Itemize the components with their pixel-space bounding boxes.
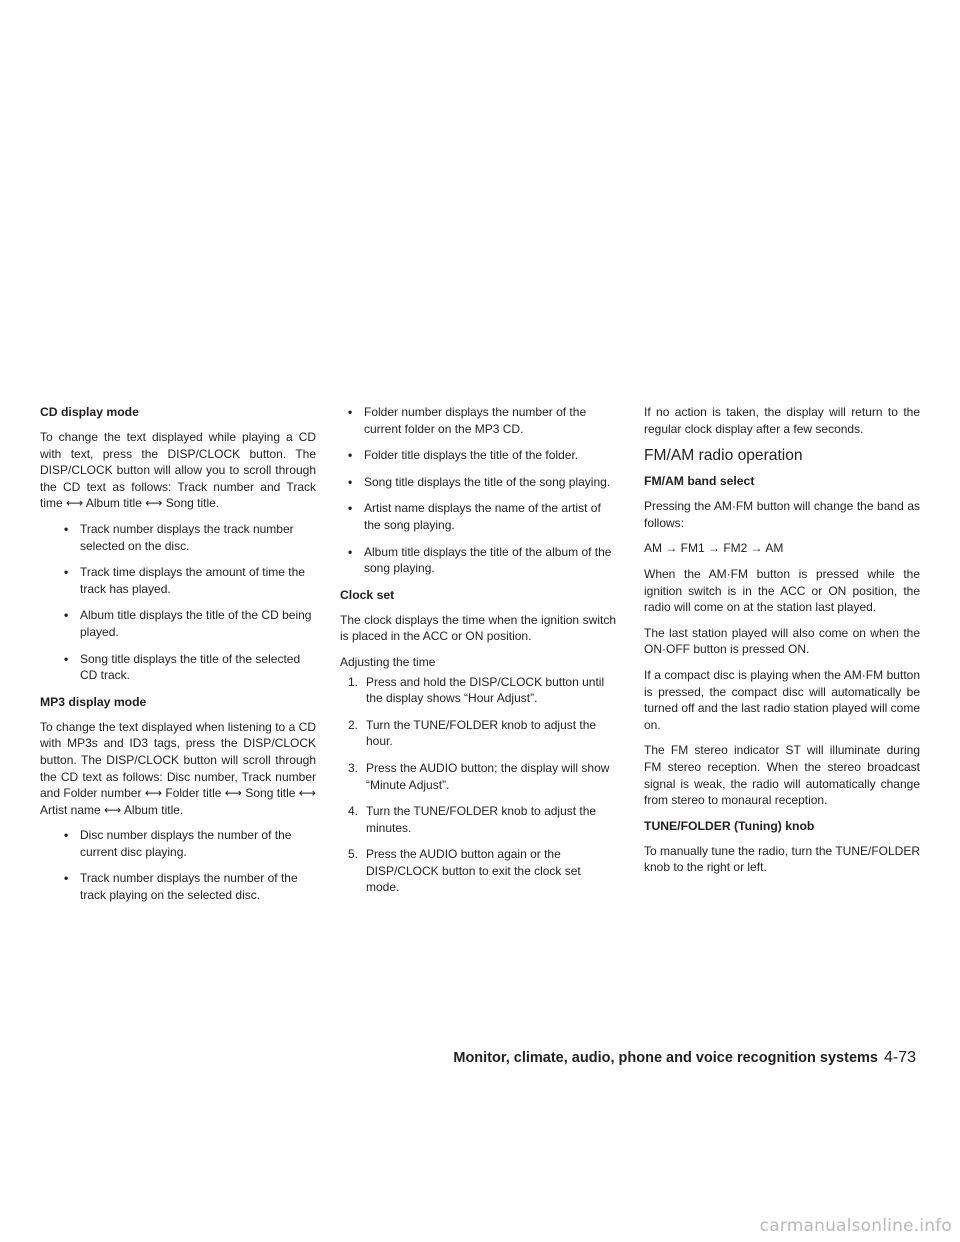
band-paragraph-4: The FM stereo indicator ST will illuminate during FM stereo reception. When the stereo broadcast signal is weak, the radio will automatically change from stereo to monaural reception. [644,743,920,808]
step-text: Turn the TUNE/FOLDER knob to adjust the minutes. [366,804,597,835]
band-paragraph-3: If a compact disc is playing when the AM·FM button is pressed, the compact disc will automatically be turned off and the last radio station played will come on. [644,667,920,732]
clock-steps [340,674,616,897]
mp3-display-bullets [40,827,316,903]
footer-section-name: Monitor, climate, audio, phone and voice recognition systems [453,1050,878,1066]
list-item: • Folder title displays the title of the folder. [348,447,616,464]
column-2 [340,404,616,906]
list-item: • Track time displays the amount of time the track has played. [64,564,316,597]
cd-display-mode-heading: CD display mode [40,405,139,419]
step-text: Press and hold the DISP/CLOCK button until the display shows “Hour Adjust”. [366,674,605,706]
band-select-intro: Pressing the AM·FM button will change the band as follows: [644,499,920,530]
step-number: 3. [348,760,359,775]
list-item [348,803,616,836]
list-item: • Album title displays the title of the album of the song playing. [348,544,616,577]
step-text: Press the AUDIO button; the display will show “Minute Adjust”. [366,760,610,792]
clock-set-intro: The clock displays the time when the ignition switch is placed in the ACC or ON position. [340,612,616,644]
step-number: 1. [348,674,359,689]
band-select-heading: FM/AM band select [644,474,755,489]
list-item [348,674,616,707]
list-item [348,760,616,793]
cd-display-bullets [40,521,316,684]
band-paragraph-1: When the AM·FM button is pressed while the ignition switch is in the ACC or ON position, the radio will come on at the station last played. [644,566,920,615]
list-item [348,846,616,896]
page-number: 4-73 [883,1049,916,1066]
mp3-display-bullets-continued [340,404,616,577]
clock-set-heading: Clock set [340,587,395,602]
mp3-display-mode-heading: MP3 display mode [40,694,147,709]
list-item: • Disc number displays the number of the current disc playing. [64,827,316,860]
list-item: • Album title displays the title of the CD being played. [64,607,316,640]
column-3 [644,404,920,885]
column-1 [40,404,316,914]
band-sequence: AM → FM1 → FM2 → AM [644,541,784,556]
band-paragraph-2: The last station played will also come on when the ON·OFF button is pressed ON. [644,625,920,657]
no-action-paragraph: If no action is taken, the display will return to the regular clock display after a few seconds. [644,405,920,436]
list-item: • Song title displays the title of the selected CD track. [64,651,316,684]
step-number: 5. [348,847,359,862]
list-item: • Artist name displays the name of the artist of the song playing. [348,500,616,533]
mp3-display-intro: To change the text displayed when listening to a CD with MP3s and ID3 tags, press the DISP/CLOCK button. The DISP/CLOCK button will scroll through the CD text as follows: Disc number, Track number and Folder number ⟷ Folder title ⟷ Song title ⟷ Artist name ⟷ Album title. [40,719,316,817]
list-item: • Folder number displays the number of the current folder on the MP3 CD. [348,404,616,437]
cd-display-intro: To change the text displayed while playing a CD with text, press the DISP/CLOCK button. The DISP/CLOCK button will allow you to scroll through the CD text as follows: Track number and Track time ⟷ Album title ⟷ Song title. [40,430,316,511]
step-number: 2. [348,717,359,732]
tune-folder-knob-heading: TUNE/FOLDER (Tuning) knob [644,818,815,833]
fm-am-radio-section-title: FM/AM radio operation [644,447,803,465]
watermark: carmanualsonline.info [759,1216,952,1236]
step-text: Press the AUDIO button again or the DISP/CLOCK button to exit the clock set mode. [366,847,581,895]
tune-folder-paragraph: To manually tune the radio, turn the TUNE/FOLDER knob to the right or left. [644,843,920,875]
list-item: • Track number displays the number of the track playing on the selected disc. [64,870,316,903]
page-footer [453,1049,916,1067]
list-item: • Song title displays the title of the song playing. [348,474,616,491]
step-number: 4. [348,804,359,819]
adjusting-time-label: Adjusting the time [340,654,436,669]
list-item: • Track number displays the track number selected on the disc. [64,521,316,554]
list-item [348,717,616,750]
step-text: Turn the TUNE/FOLDER knob to adjust the hour. [366,717,597,749]
